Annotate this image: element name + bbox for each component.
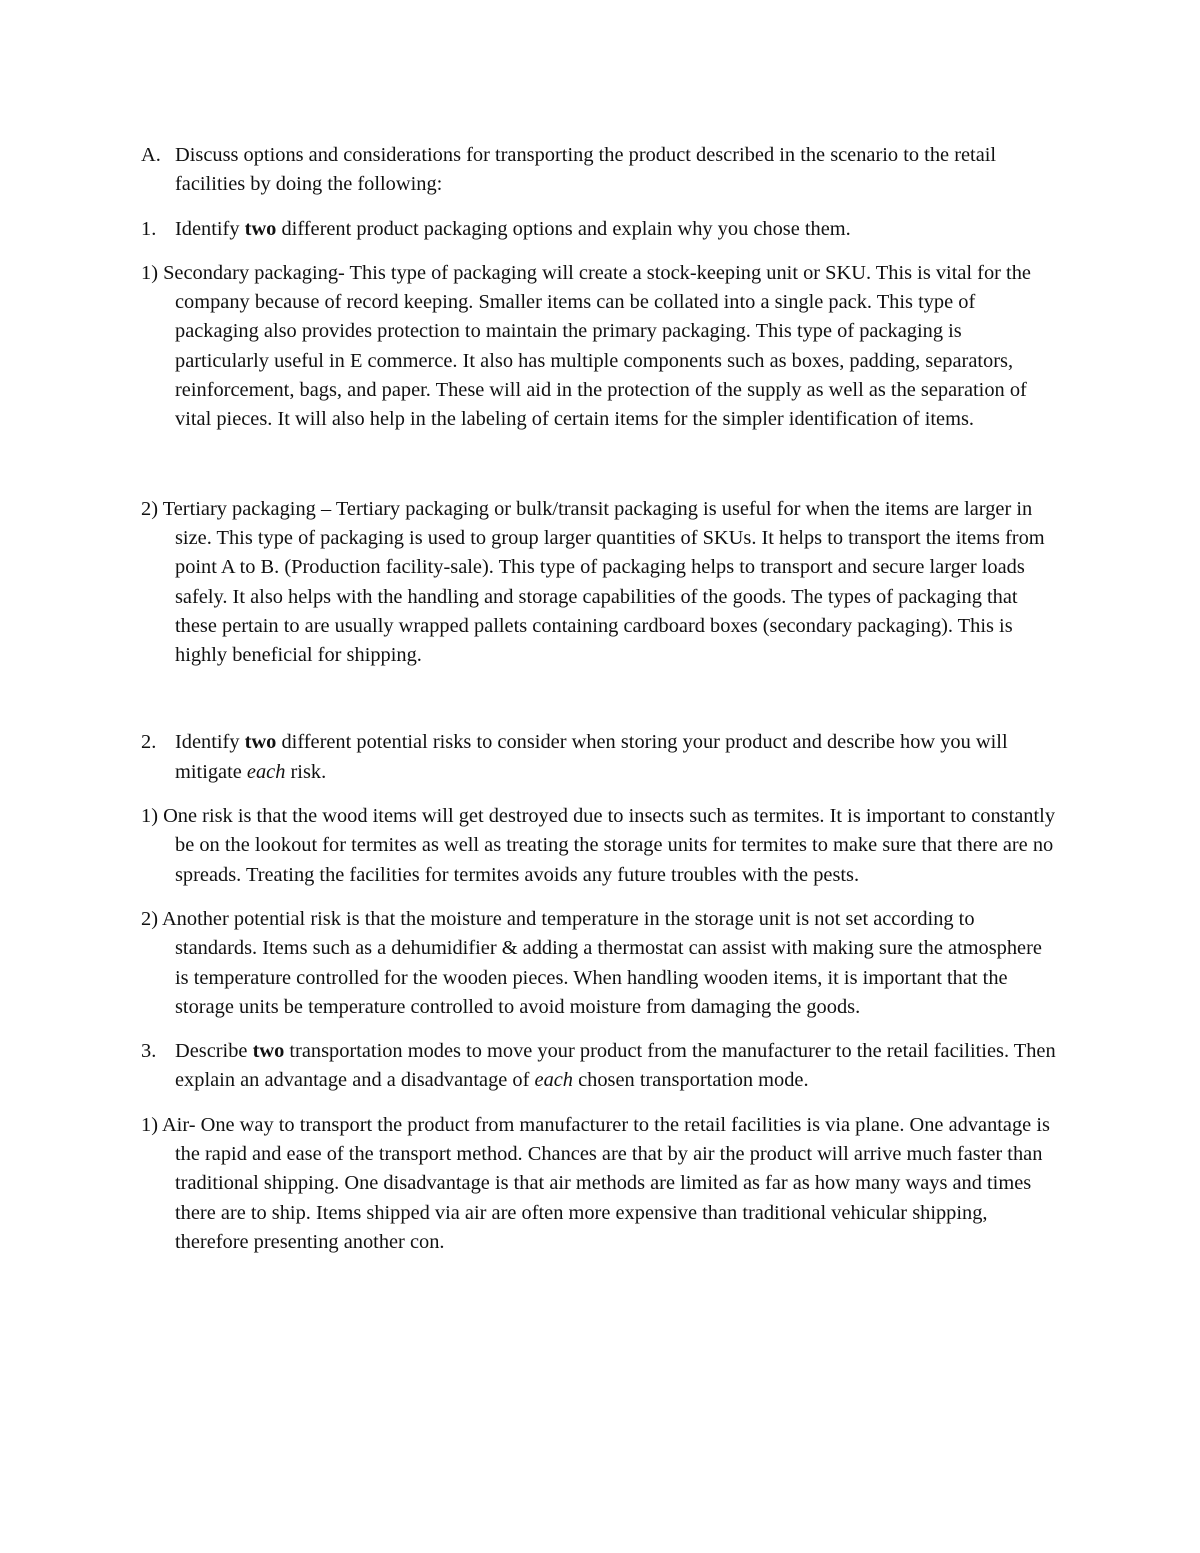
question-3-italic: each [534,1069,574,1092]
spacer [141,244,1060,259]
spacer [141,890,1060,905]
spacer [141,787,1060,802]
question-3-mid: transportation modes to move your product from the manufacturer to the retail facilities. Then explain an advantage and a disadvantage of [175,1040,1056,1092]
answer-2-2: 2) Another potential risk is that the moisture and temperature in the storage unit is not set according to standards. Items such as a dehumidifier & adding a thermostat can assist with making sure the atmosphere is temperature controlled for the wooden pieces. When handling wooden items, it is important that the storage units be temperature controlled to avoid moisture from damaging the goods. [141,907,1042,1018]
question-1 [141,215,1060,244]
spacer [141,435,1060,495]
question-3-marker: 3. [141,1040,157,1063]
answer-1-1: 1) Secondary packaging- This type of packaging will create a stock-keeping unit or SKU. This is vital for the company because of record keeping. Smaller items can be collated into a single pack. This type of packaging also provides protection to maintain the primary packaging. This type of packaging is particularly useful in E commerce. It also has multiple components such as boxes, padding, separators, reinforcement, bags, and paper. These will aid in the protection of the supply as well as the separation of vital pieces. It will also help in the labeling of certain items for the simpler identification of items. [141,261,1031,431]
spacer [141,1096,1060,1111]
question-1-post: different product packaging options and explain why you chose them. [276,217,851,240]
question-2-post: risk. [285,760,327,783]
question-3-pre: Describe [175,1040,253,1063]
answer-2-1: 1) One risk is that the wood items will get destroyed due to insects such as termites. It is important to constantly be on the lookout for termites as well as treating the storage units for termites to make sure that there are no spreads. Treating the facilities for termites avoids any future troubles with the pests. [141,805,1056,886]
question-2 [141,728,1060,787]
question-2-bold: two [244,731,277,754]
question-2-marker: 2. [141,731,157,754]
question-1-bold: two [244,217,277,240]
question-3-post: chosen transportation mode. [573,1069,809,1092]
section-a-marker: A. [141,144,161,166]
question-1-marker: 1. [141,217,157,240]
section-a [141,141,1060,200]
question-3-bold: two [252,1040,285,1063]
question-2-mid: different potential risks to consider when storing your product and describe how you will mitigate [175,731,1008,783]
question-2-italic: each [246,760,286,783]
spacer [141,1022,1060,1037]
answer-3-1: 1) Air- One way to transport the product from manufacturer to the retail facilities is via plane. One advantage is the rapid and ease of the transport method. Chances are that by air the product will arrive much faster than traditional shipping. One disadvantage is that air methods are limited as far as how many ways and times there are to ship. Items shipped via air are often more expensive than traditional vehicular shipping, therefore presenting another con. [141,1113,1050,1253]
question-1-pre: Identify [175,217,245,240]
question-3 [141,1037,1060,1096]
section-a-text: Discuss options and considerations for transporting the product described in the scenario to the retail facilities by doing the following: [175,144,997,196]
spacer [141,200,1060,215]
answer-1-2: 2) Tertiary packaging – Tertiary packaging or bulk/transit packaging is useful for when the items are larger in size. This type of packaging is used to group larger quantities of SKUs. It helps to transport the items from point A to B. (Production facility-sale). This type of packaging helps to transport and secure larger loads safely. It also helps with the handling and storage capabilities of the goods. The types of packaging that these pertain to are usually wrapped pallets containing cardboard boxes (secondary packaging). This is highly beneficial for shipping. [141,497,1045,667]
spacer [141,670,1060,728]
question-2-pre: Identify [175,731,245,754]
